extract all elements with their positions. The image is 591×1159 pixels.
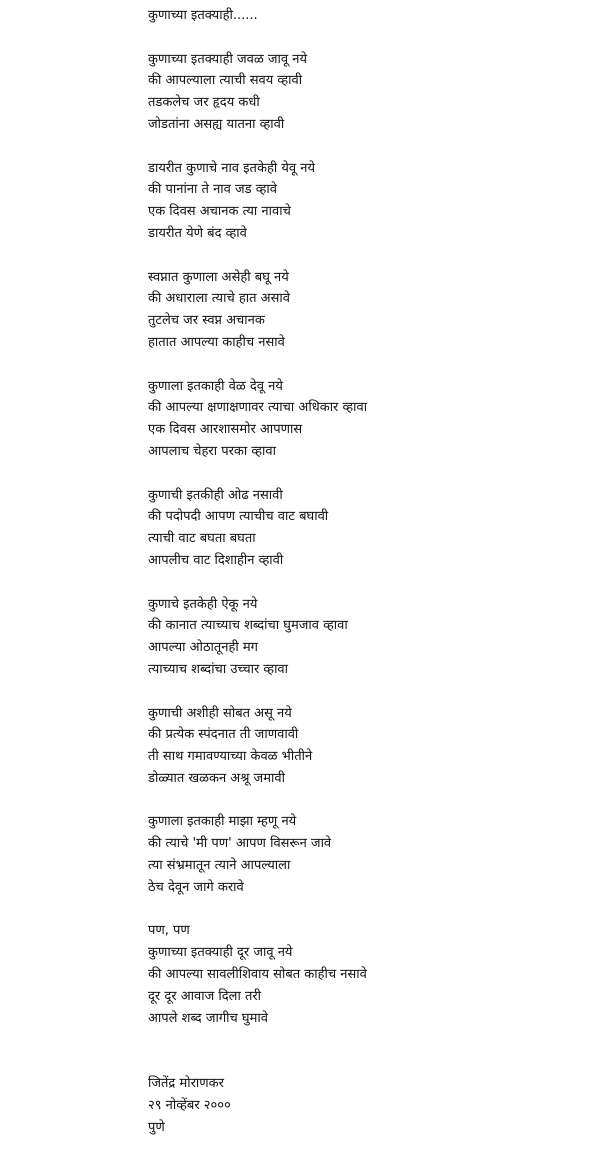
stanza-line: कुणाची अशीही सोबत असू नये bbox=[148, 705, 292, 721]
spacer bbox=[148, 572, 578, 594]
stanza-line: पण, पण bbox=[148, 923, 190, 939]
stanza-line: डायरीत कुणाचे नाव इतकेही येवू नये bbox=[148, 160, 316, 176]
stanza-8 bbox=[148, 811, 578, 898]
stanza-6 bbox=[148, 594, 578, 681]
spacer bbox=[148, 463, 578, 485]
stanza-3 bbox=[148, 267, 578, 354]
stanza-line: आपलाच चेहरा परका व्हावा bbox=[148, 443, 277, 459]
stanza-7 bbox=[148, 703, 578, 790]
stanza-line: आपले शब्द जागीच घुमावे bbox=[148, 1010, 268, 1026]
poem-title: कुणाच्या इतक्याही...... bbox=[148, 8, 258, 23]
stanza-line: की आपल्या सावलीशिवाय सोबत काहीच नसावे bbox=[148, 967, 367, 983]
spacer bbox=[148, 136, 578, 158]
poem-text bbox=[148, 5, 578, 1138]
stanza-line: ती साथ गमावण्याच्या केवळ भीतीने bbox=[148, 749, 313, 765]
spacer bbox=[148, 27, 578, 49]
stanza-line: एक दिवस आरशासमोर आपणास bbox=[148, 422, 303, 438]
stanza-9 bbox=[148, 920, 578, 1029]
spacer bbox=[148, 790, 578, 812]
stanza-line: की पानांना ते नाव जड व्हावे bbox=[148, 182, 278, 198]
date-line: २९ नोव्हेंबर २००० bbox=[148, 1097, 231, 1113]
stanza-line: कुणाच्या इतक्याही जवळ जावू नये bbox=[148, 51, 308, 67]
stanza-line: कुणाच्या इतक्याही दूर जावू नये bbox=[148, 945, 293, 961]
stanza-line: डायरीत येणे बंद व्हावे bbox=[148, 225, 247, 241]
stanza-line: आपल्या ओठातूनही मग bbox=[148, 640, 258, 656]
stanza-line: की प्रत्येक स्पंदनात ती जाणवावी bbox=[148, 727, 299, 743]
stanza-line: तुटलेच जर स्वप्न अचानक bbox=[148, 313, 265, 329]
stanza-line: दूर दूर आवाज दिला तरी bbox=[148, 988, 262, 1004]
stanza-line: की आपल्या क्षणाक्षणावर त्याचा अधिकार व्हावा bbox=[148, 400, 368, 416]
place-line: पुणे bbox=[148, 1119, 165, 1135]
stanza-line: त्या संभ्रमातून त्याने आपल्याला bbox=[148, 858, 291, 874]
stanza-line: तडकलेच जर हृदय कधी bbox=[148, 95, 260, 111]
spacer bbox=[148, 245, 578, 267]
stanza-line: ठेच देवून जागे करावे bbox=[148, 879, 244, 895]
stanza-line: जोडतांना असह्य यातना व्हावी bbox=[148, 116, 285, 132]
stanza-line: कुणाला इतकाही माझा म्हणू नये bbox=[148, 814, 297, 830]
spacer bbox=[148, 354, 578, 376]
stanza-line: स्वप्नात कुणाला असेही बघू नये bbox=[148, 269, 289, 285]
stanza-line: की अधाराला त्याचे हात असावे bbox=[148, 291, 290, 307]
author-name: जितेंद्र मोराणकर bbox=[148, 1076, 224, 1092]
stanza-1 bbox=[148, 49, 578, 136]
stanza-line: कुणाचे इतकेही ऐकू नये bbox=[148, 596, 258, 612]
spacer bbox=[148, 899, 578, 921]
stanza-line: की आपल्याला त्याची सवय व्हावी bbox=[148, 73, 303, 89]
stanza-line: कुणाची इतकीही ओढ नसावी bbox=[148, 487, 283, 503]
stanza-line: डोळ्यात खळकन अश्रू जमावी bbox=[148, 770, 285, 786]
stanza-4 bbox=[148, 376, 578, 463]
stanza-line: की पदोपदी आपण त्याचीच वाट बघावी bbox=[148, 509, 329, 525]
stanza-2 bbox=[148, 158, 578, 245]
stanza-line: कुणाला इतकाही वेळ देवू नये bbox=[148, 378, 283, 394]
stanza-line: एक दिवस अचानक त्या नावाचे bbox=[148, 204, 291, 220]
stanza-line: त्याची वाट बघता बघता bbox=[148, 531, 256, 547]
signature-block bbox=[148, 1073, 578, 1138]
spacer bbox=[148, 681, 578, 703]
stanza-line: हातात आपल्या काहीच नसावे bbox=[148, 334, 285, 350]
stanza-line: की त्याचे 'मी पण' आपण विसरून जावे bbox=[148, 836, 332, 852]
stanza-line: की कानात त्याच्याच शब्दांचा घुमजाव व्हावा bbox=[148, 618, 348, 634]
spacer bbox=[148, 1029, 578, 1073]
stanza-5 bbox=[148, 485, 578, 572]
stanza-line: त्याच्याच शब्दांचा उच्चार व्हावा bbox=[148, 661, 289, 677]
stanza-line: आपलीच वाट दिशाहीन व्हावी bbox=[148, 552, 284, 568]
